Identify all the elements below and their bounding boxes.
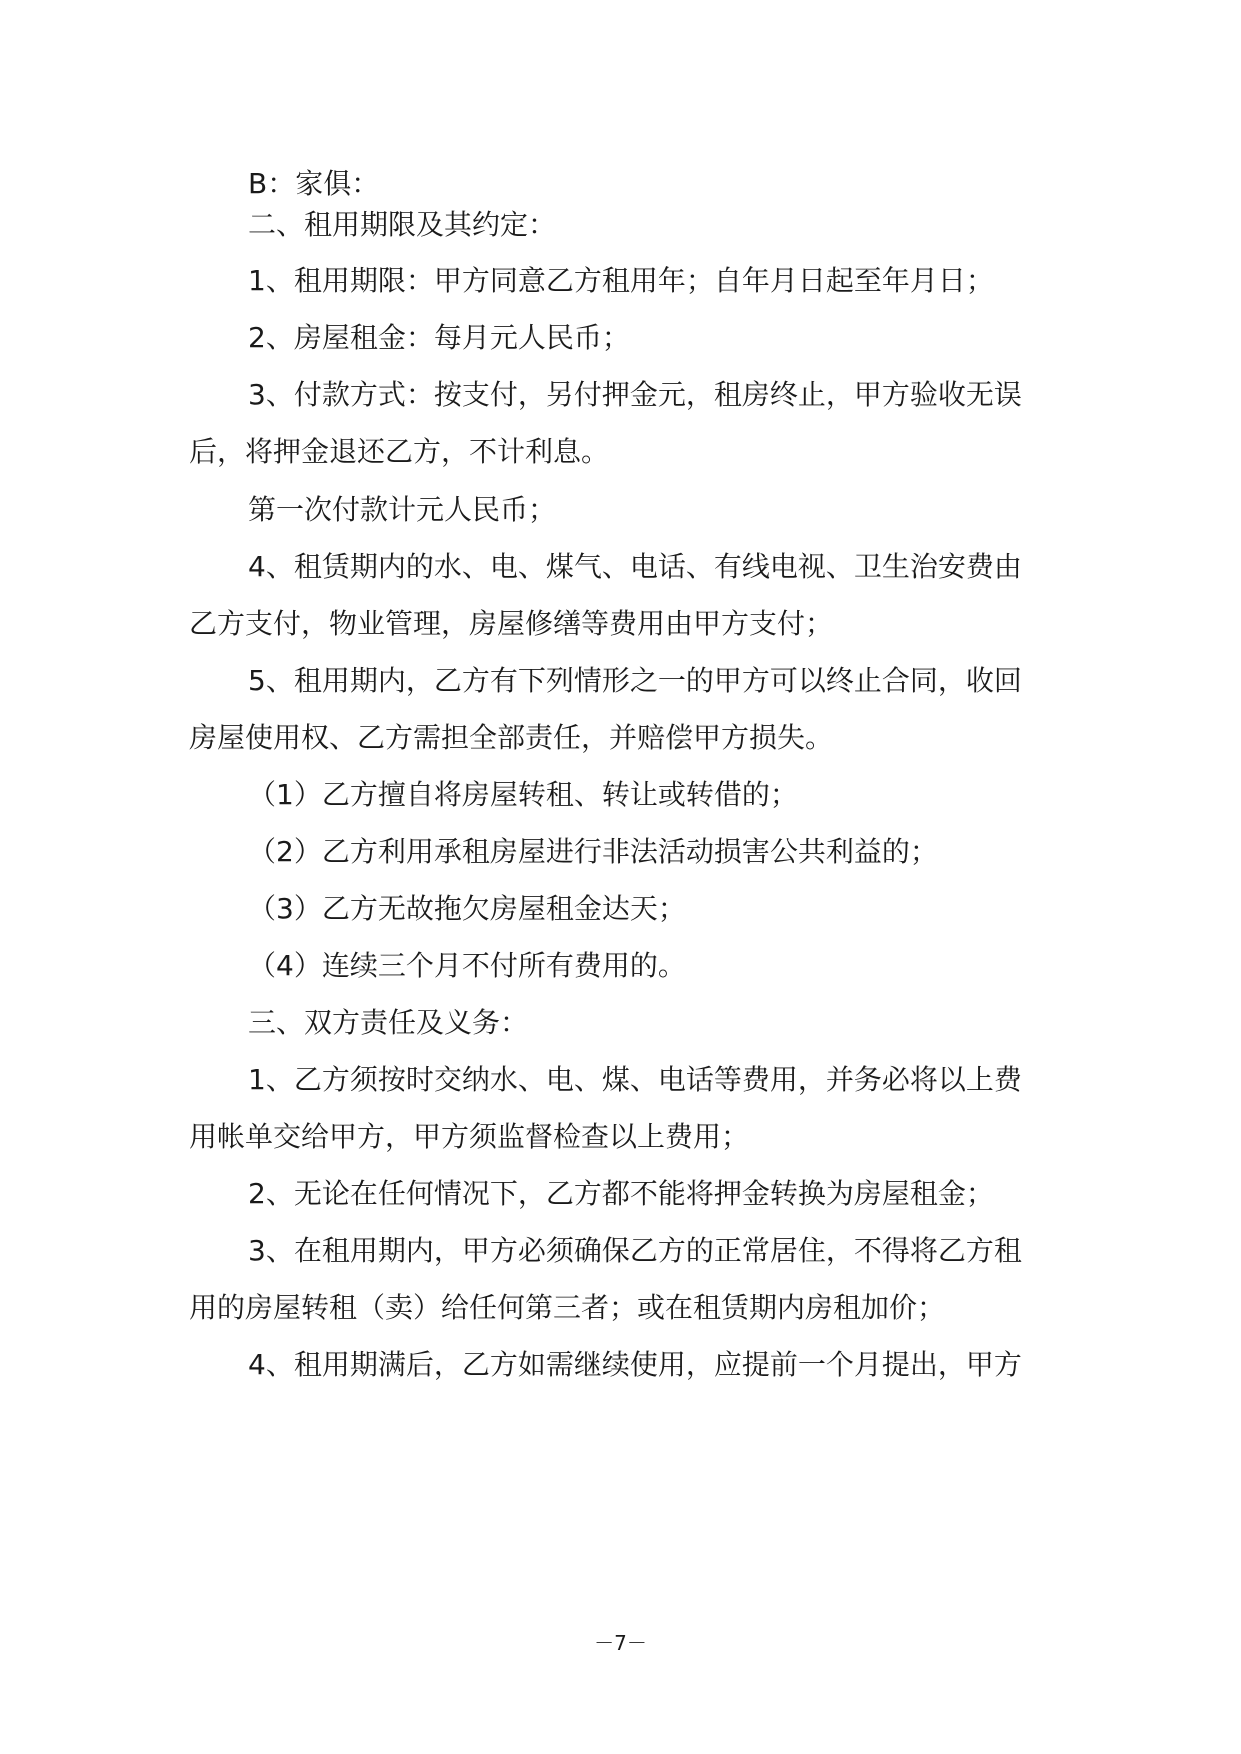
text-line: 1、乙方须按时交纳水、电、煤、电话等费用，并务必将以上费 — [248, 1063, 1022, 1096]
text-line: 4、租赁期内的水、电、煤气、电话、有线电视、卫生治安费由 — [248, 550, 1022, 583]
text-line: 房屋使用权、乙方需担全部责任，并赔偿甲方损失。 — [189, 721, 834, 754]
list-item: （2）乙方利用承租房屋进行非法活动损害公共利益的； — [248, 835, 938, 868]
list-item: （3）乙方无故拖欠房屋租金达天； — [248, 892, 686, 925]
text-line: 第一次付款计元人民币； — [248, 493, 557, 526]
text-line: 用帐单交给甲方，甲方须监督检查以上费用； — [189, 1120, 750, 1153]
text-line: 3、付款方式：按支付，另付押金元，租房终止，甲方验收无误 — [248, 378, 1022, 411]
text-line: 2、房屋租金：每月元人民币； — [248, 321, 630, 354]
text-line: 乙方支付，物业管理，房屋修缮等费用由甲方支付； — [189, 607, 834, 640]
text-line: 用的房屋转租（卖）给任何第三者；或在租赁期内房租加价； — [189, 1291, 946, 1324]
section-heading: 二、租用期限及其约定： — [248, 208, 557, 241]
page-number: －7－ — [594, 1631, 647, 1655]
text-line: 5、租用期内，乙方有下列情形之一的甲方可以终止合同，收回 — [248, 664, 1022, 697]
text-line: 后，将押金退还乙方，不计利息。 — [189, 435, 610, 468]
list-item: （1）乙方擅自将房屋转租、转让或转借的； — [248, 778, 798, 811]
text-line: 1、租用期限：甲方同意乙方租用年；自年月日起至年月日； — [248, 264, 994, 297]
list-item: （4）连续三个月不付所有费用的。 — [248, 949, 686, 982]
section-heading: 三、双方责任及义务： — [248, 1006, 529, 1039]
text-line: B：家俱： — [248, 167, 380, 200]
text-line: 4、租用期满后，乙方如需继续使用，应提前一个月提出，甲方 — [248, 1348, 1022, 1381]
text-line: 3、在租用期内，甲方必须确保乙方的正常居住，不得将乙方租 — [248, 1234, 1022, 1267]
text-line: 2、无论在任何情况下，乙方都不能将押金转换为房屋租金； — [248, 1177, 994, 1210]
